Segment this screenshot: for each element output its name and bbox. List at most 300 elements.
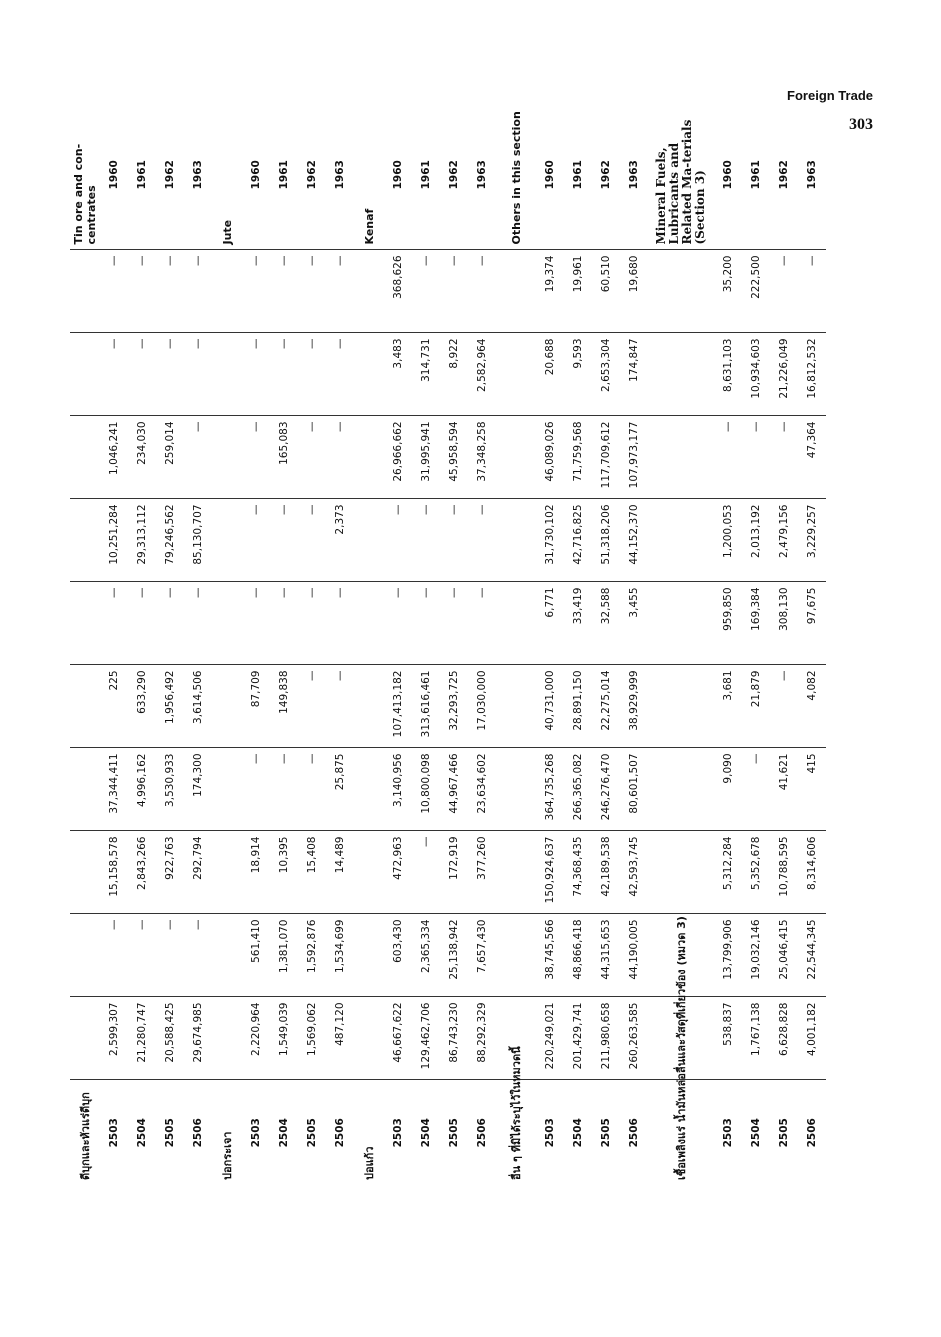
value-cell: — bbox=[242, 416, 270, 499]
value-cell: 2,479,156 bbox=[770, 499, 798, 582]
empty-cell bbox=[496, 665, 536, 748]
value-cell: — bbox=[298, 665, 326, 748]
empty-cell bbox=[354, 997, 384, 1080]
table-row bbox=[742, 100, 770, 1185]
value-cell: — bbox=[128, 250, 156, 333]
value-cell: 19,374 bbox=[536, 250, 564, 333]
section-english-label: Jute bbox=[212, 100, 242, 250]
value-cell: 71,759,568 bbox=[564, 416, 592, 499]
value-cell: 222,500 bbox=[742, 250, 770, 333]
rotated-trade-table bbox=[70, 100, 880, 1185]
value-cell: — bbox=[156, 914, 184, 997]
value-cell: 561,410 bbox=[242, 914, 270, 997]
value-cell: 3,229,257 bbox=[798, 499, 826, 582]
table-row bbox=[468, 100, 496, 1185]
value-cell: — bbox=[298, 582, 326, 665]
table-row bbox=[100, 100, 128, 1185]
value-cell: 472,963 bbox=[384, 831, 412, 914]
value-cell: 8,922 bbox=[440, 333, 468, 416]
year-thai-cell: 2505 bbox=[306, 1118, 318, 1148]
value-cell: 211,980,658 bbox=[592, 997, 620, 1080]
value-cell: — bbox=[242, 250, 270, 333]
value-cell: — bbox=[326, 665, 354, 748]
value-cell: 85,130,707 bbox=[184, 499, 212, 582]
empty-cell bbox=[648, 416, 714, 499]
value-cell: 37,344,411 bbox=[100, 748, 128, 831]
value-cell: — bbox=[156, 582, 184, 665]
empty-cell bbox=[354, 416, 384, 499]
empty-cell bbox=[70, 997, 100, 1080]
year-english-cell: 1963 bbox=[798, 100, 826, 250]
value-cell: 10,395 bbox=[270, 831, 298, 914]
year-english-cell: 1963 bbox=[184, 100, 212, 250]
value-cell: 19,032,146 bbox=[742, 914, 770, 997]
year-english-cell: 1961 bbox=[412, 100, 440, 250]
value-cell: 9,593 bbox=[564, 333, 592, 416]
year-english-cell: 1962 bbox=[440, 100, 468, 250]
empty-cell bbox=[496, 250, 536, 333]
value-cell: 26,966,662 bbox=[384, 416, 412, 499]
value-cell: 15,408 bbox=[298, 831, 326, 914]
table-row bbox=[440, 100, 468, 1185]
table-row bbox=[798, 100, 826, 1185]
value-cell: 42,716,825 bbox=[564, 499, 592, 582]
value-cell: 31,730,102 bbox=[536, 499, 564, 582]
empty-cell bbox=[212, 914, 242, 997]
value-cell: 38,745,566 bbox=[536, 914, 564, 997]
value-cell: 6,628,828 bbox=[770, 997, 798, 1080]
value-cell: — bbox=[100, 914, 128, 997]
table-row bbox=[242, 100, 270, 1185]
year-thai-cell: 2504 bbox=[420, 1118, 432, 1148]
section-english-label: Kenaf bbox=[354, 100, 384, 250]
value-cell: 2,365,334 bbox=[412, 914, 440, 997]
value-cell: 23,634,602 bbox=[468, 748, 496, 831]
value-cell: — bbox=[298, 250, 326, 333]
value-cell: — bbox=[468, 582, 496, 665]
value-cell: 169,384 bbox=[742, 582, 770, 665]
value-cell: 46,667,622 bbox=[384, 997, 412, 1080]
value-cell: 3,140,956 bbox=[384, 748, 412, 831]
empty-cell bbox=[496, 582, 536, 665]
value-cell: 174,847 bbox=[620, 333, 648, 416]
value-cell: — bbox=[440, 250, 468, 333]
year-english-cell: 1960 bbox=[242, 100, 270, 250]
value-cell: 1,381,070 bbox=[270, 914, 298, 997]
table-row bbox=[128, 100, 156, 1185]
value-cell: 37,348,258 bbox=[468, 416, 496, 499]
value-cell: 25,046,415 bbox=[770, 914, 798, 997]
empty-cell bbox=[212, 997, 242, 1080]
value-cell: — bbox=[242, 333, 270, 416]
value-cell: — bbox=[270, 333, 298, 416]
section-label-row bbox=[354, 100, 384, 1185]
value-cell: 377,260 bbox=[468, 831, 496, 914]
value-cell: 2,653,304 bbox=[592, 333, 620, 416]
empty-cell bbox=[648, 748, 714, 831]
year-thai-cell: 2506 bbox=[334, 1118, 346, 1148]
year-thai-cell: 2506 bbox=[806, 1118, 818, 1148]
year-english-cell: 1961 bbox=[564, 100, 592, 250]
table-row bbox=[412, 100, 440, 1185]
value-cell: — bbox=[184, 333, 212, 416]
value-cell: 17,030,000 bbox=[468, 665, 496, 748]
value-cell: — bbox=[128, 582, 156, 665]
year-english-cell: 1960 bbox=[714, 100, 742, 250]
year-thai-cell: 2506 bbox=[476, 1118, 488, 1148]
section-thai-label: เชื้อเพลิงแร่ น้ำมันหล่อลื่นและวัสดุที่เกี่ยวข้อง (หมวด 3) bbox=[675, 916, 688, 1180]
empty-cell bbox=[648, 250, 714, 333]
value-cell: — bbox=[100, 582, 128, 665]
year-english-cell: 1963 bbox=[468, 100, 496, 250]
value-cell: — bbox=[298, 333, 326, 416]
value-cell: 313,616,461 bbox=[412, 665, 440, 748]
year-thai-cell: 2505 bbox=[164, 1118, 176, 1148]
value-cell: 15,158,578 bbox=[100, 831, 128, 914]
empty-cell bbox=[354, 748, 384, 831]
value-cell: 14,489 bbox=[326, 831, 354, 914]
empty-cell bbox=[70, 499, 100, 582]
value-cell: — bbox=[298, 416, 326, 499]
empty-cell bbox=[212, 333, 242, 416]
table-row bbox=[592, 100, 620, 1185]
year-thai-cell: 2506 bbox=[628, 1118, 640, 1148]
value-cell: 260,263,585 bbox=[620, 997, 648, 1080]
empty-cell bbox=[70, 914, 100, 997]
value-cell: 41,621 bbox=[770, 748, 798, 831]
value-cell: — bbox=[184, 582, 212, 665]
value-cell: 487,120 bbox=[326, 997, 354, 1080]
value-cell: 1,534,699 bbox=[326, 914, 354, 997]
value-cell: 6,771 bbox=[536, 582, 564, 665]
value-cell: 33,419 bbox=[564, 582, 592, 665]
empty-cell bbox=[496, 748, 536, 831]
value-cell: — bbox=[242, 748, 270, 831]
value-cell: 86,743,230 bbox=[440, 997, 468, 1080]
value-cell: — bbox=[326, 582, 354, 665]
value-cell: 42,189,538 bbox=[592, 831, 620, 914]
value-cell: 220,249,021 bbox=[536, 997, 564, 1080]
value-cell: 88,292,329 bbox=[468, 997, 496, 1080]
value-cell: 308,130 bbox=[770, 582, 798, 665]
value-cell: 10,800,098 bbox=[412, 748, 440, 831]
empty-cell bbox=[496, 416, 536, 499]
empty-cell bbox=[496, 333, 536, 416]
empty-cell bbox=[212, 416, 242, 499]
section-label-row bbox=[70, 100, 100, 1185]
empty-cell bbox=[212, 665, 242, 748]
year-english-cell: 1962 bbox=[592, 100, 620, 250]
value-cell: 44,315,653 bbox=[592, 914, 620, 997]
table-row bbox=[620, 100, 648, 1185]
value-cell: 18,914 bbox=[242, 831, 270, 914]
value-cell: 266,365,082 bbox=[564, 748, 592, 831]
table-row bbox=[298, 100, 326, 1185]
empty-cell bbox=[496, 914, 536, 997]
value-cell: 364,735,268 bbox=[536, 748, 564, 831]
year-thai-cell: 2503 bbox=[250, 1118, 262, 1148]
value-cell: — bbox=[714, 416, 742, 499]
table-row bbox=[156, 100, 184, 1185]
value-cell: 2,599,307 bbox=[100, 997, 128, 1080]
value-cell: — bbox=[742, 416, 770, 499]
year-english-cell: 1962 bbox=[156, 100, 184, 250]
year-english-cell: 1960 bbox=[384, 100, 412, 250]
table-row bbox=[564, 100, 592, 1185]
value-cell: — bbox=[440, 582, 468, 665]
value-cell: 44,967,466 bbox=[440, 748, 468, 831]
year-thai-cell: 2504 bbox=[572, 1118, 584, 1148]
value-cell: — bbox=[412, 582, 440, 665]
value-cell: 259,014 bbox=[156, 416, 184, 499]
value-cell: — bbox=[412, 250, 440, 333]
value-cell: 25,875 bbox=[326, 748, 354, 831]
empty-cell bbox=[212, 748, 242, 831]
value-cell: 25,138,942 bbox=[440, 914, 468, 997]
year-thai-cell: 2505 bbox=[448, 1118, 460, 1148]
value-cell: 4,001,182 bbox=[798, 997, 826, 1080]
value-cell: — bbox=[242, 499, 270, 582]
value-cell: 415 bbox=[798, 748, 826, 831]
year-english-cell: 1963 bbox=[620, 100, 648, 250]
year-english-cell: 1961 bbox=[128, 100, 156, 250]
value-cell: — bbox=[270, 748, 298, 831]
empty-cell bbox=[648, 582, 714, 665]
empty-cell bbox=[70, 333, 100, 416]
trade-table bbox=[70, 100, 826, 1185]
value-cell: 150,924,637 bbox=[536, 831, 564, 914]
value-cell: — bbox=[412, 499, 440, 582]
value-cell: 2,843,266 bbox=[128, 831, 156, 914]
year-thai-cell: 2505 bbox=[778, 1118, 790, 1148]
value-cell: — bbox=[128, 333, 156, 416]
value-cell: — bbox=[270, 250, 298, 333]
value-cell: 44,152,370 bbox=[620, 499, 648, 582]
value-cell: 8,631,103 bbox=[714, 333, 742, 416]
year-english-cell: 1961 bbox=[742, 100, 770, 250]
section-thai-label: ดีบุกและหัวแร่ดีบุก bbox=[79, 1092, 92, 1180]
value-cell: 246,276,470 bbox=[592, 748, 620, 831]
section-thai-label: ปอแก้ว bbox=[363, 1146, 376, 1180]
value-cell: — bbox=[156, 250, 184, 333]
value-cell: 1,592,876 bbox=[298, 914, 326, 997]
value-cell: 8,314,606 bbox=[798, 831, 826, 914]
value-cell: — bbox=[326, 416, 354, 499]
value-cell: 29,674,985 bbox=[184, 997, 212, 1080]
value-cell: 31,995,941 bbox=[412, 416, 440, 499]
table-row bbox=[384, 100, 412, 1185]
value-cell: 13,799,906 bbox=[714, 914, 742, 997]
value-cell: — bbox=[184, 250, 212, 333]
value-cell: 603,430 bbox=[384, 914, 412, 997]
value-cell: 2,373 bbox=[326, 499, 354, 582]
value-cell: — bbox=[770, 250, 798, 333]
value-cell: 45,958,594 bbox=[440, 416, 468, 499]
value-cell: 368,626 bbox=[384, 250, 412, 333]
value-cell: 46,089,026 bbox=[536, 416, 564, 499]
value-cell: 19,961 bbox=[564, 250, 592, 333]
table-row bbox=[770, 100, 798, 1185]
value-cell: — bbox=[242, 582, 270, 665]
value-cell: 22,275,014 bbox=[592, 665, 620, 748]
empty-cell bbox=[496, 499, 536, 582]
value-cell: 38,929,999 bbox=[620, 665, 648, 748]
value-cell: — bbox=[440, 499, 468, 582]
value-cell: 3,530,933 bbox=[156, 748, 184, 831]
year-thai-cell: 2504 bbox=[750, 1118, 762, 1148]
year-thai-cell: 2503 bbox=[392, 1118, 404, 1148]
year-thai-cell: 2504 bbox=[278, 1118, 290, 1148]
value-cell: — bbox=[798, 250, 826, 333]
value-cell: 5,312,284 bbox=[714, 831, 742, 914]
value-cell: — bbox=[770, 416, 798, 499]
table-row bbox=[714, 100, 742, 1185]
year-english-cell: 1960 bbox=[100, 100, 128, 250]
empty-cell bbox=[354, 914, 384, 997]
value-cell: 165,083 bbox=[270, 416, 298, 499]
value-cell: 7,657,430 bbox=[468, 914, 496, 997]
value-cell: 3,614,506 bbox=[184, 665, 212, 748]
table-row bbox=[270, 100, 298, 1185]
value-cell: 1,569,062 bbox=[298, 997, 326, 1080]
empty-cell bbox=[496, 831, 536, 914]
value-cell: 40,731,000 bbox=[536, 665, 564, 748]
value-cell: — bbox=[326, 333, 354, 416]
value-cell: — bbox=[468, 499, 496, 582]
empty-cell bbox=[212, 582, 242, 665]
section-thai-label: ปอกระเจา bbox=[221, 1131, 234, 1180]
value-cell: 80,601,507 bbox=[620, 748, 648, 831]
value-cell: — bbox=[742, 748, 770, 831]
value-cell: 3,681 bbox=[714, 665, 742, 748]
section-english-label: Mineral Fuels, Lubricants and Related Ma-terials (Section 3) bbox=[648, 100, 714, 250]
empty-cell bbox=[212, 250, 242, 333]
value-cell: 107,973,177 bbox=[620, 416, 648, 499]
value-cell: 60,510 bbox=[592, 250, 620, 333]
value-cell: 22,544,345 bbox=[798, 914, 826, 997]
empty-cell bbox=[354, 582, 384, 665]
value-cell: 4,996,162 bbox=[128, 748, 156, 831]
year-english-cell: 1962 bbox=[770, 100, 798, 250]
year-thai-cell: 2503 bbox=[544, 1118, 556, 1148]
empty-cell bbox=[354, 831, 384, 914]
value-cell: 21,280,747 bbox=[128, 997, 156, 1080]
value-cell: 129,462,706 bbox=[412, 997, 440, 1080]
value-cell: — bbox=[100, 333, 128, 416]
value-cell: — bbox=[326, 250, 354, 333]
value-cell: — bbox=[384, 499, 412, 582]
value-cell: 1,046,241 bbox=[100, 416, 128, 499]
value-cell: 2,220,964 bbox=[242, 997, 270, 1080]
value-cell: 28,891,150 bbox=[564, 665, 592, 748]
value-cell: — bbox=[184, 914, 212, 997]
empty-cell bbox=[648, 333, 714, 416]
empty-cell bbox=[648, 665, 714, 748]
value-cell: 292,794 bbox=[184, 831, 212, 914]
value-cell: 35,200 bbox=[714, 250, 742, 333]
value-cell: 48,866,418 bbox=[564, 914, 592, 997]
value-cell: — bbox=[384, 582, 412, 665]
table-body bbox=[70, 100, 826, 1185]
year-english-cell: 1960 bbox=[536, 100, 564, 250]
value-cell: 4,082 bbox=[798, 665, 826, 748]
value-cell: 16,812,532 bbox=[798, 333, 826, 416]
empty-cell bbox=[648, 831, 714, 914]
value-cell: 959,850 bbox=[714, 582, 742, 665]
empty-cell bbox=[70, 831, 100, 914]
year-english-cell: 1963 bbox=[326, 100, 354, 250]
table-row bbox=[184, 100, 212, 1185]
year-english-cell: 1961 bbox=[270, 100, 298, 250]
value-cell: — bbox=[468, 250, 496, 333]
value-cell: 117,709,612 bbox=[592, 416, 620, 499]
table-row bbox=[326, 100, 354, 1185]
empty-cell bbox=[70, 748, 100, 831]
empty-cell bbox=[212, 499, 242, 582]
value-cell: 174,300 bbox=[184, 748, 212, 831]
year-thai-cell: 2506 bbox=[192, 1118, 204, 1148]
empty-cell bbox=[354, 499, 384, 582]
value-cell: 1,549,039 bbox=[270, 997, 298, 1080]
value-cell: 87,709 bbox=[242, 665, 270, 748]
value-cell: 201,429,741 bbox=[564, 997, 592, 1080]
value-cell: — bbox=[156, 333, 184, 416]
value-cell: 1,956,492 bbox=[156, 665, 184, 748]
section-english-label: Tin ore and con-centrates bbox=[70, 100, 100, 250]
value-cell: 79,246,562 bbox=[156, 499, 184, 582]
value-cell: — bbox=[128, 914, 156, 997]
empty-cell bbox=[70, 250, 100, 333]
value-cell: 3,455 bbox=[620, 582, 648, 665]
empty-cell bbox=[212, 831, 242, 914]
value-cell: — bbox=[298, 499, 326, 582]
section-english-label: Others in this section bbox=[496, 100, 536, 250]
page-number: 303 bbox=[849, 116, 873, 133]
year-english-cell: 1962 bbox=[298, 100, 326, 250]
section-label-row bbox=[212, 100, 242, 1185]
section-label-row bbox=[648, 100, 714, 1185]
value-cell: — bbox=[270, 499, 298, 582]
empty-cell bbox=[70, 582, 100, 665]
value-cell: 1,767,138 bbox=[742, 997, 770, 1080]
value-cell: 21,879 bbox=[742, 665, 770, 748]
value-cell: — bbox=[298, 748, 326, 831]
value-cell: 234,030 bbox=[128, 416, 156, 499]
value-cell: 32,293,725 bbox=[440, 665, 468, 748]
value-cell: 314,731 bbox=[412, 333, 440, 416]
value-cell: 538,837 bbox=[714, 997, 742, 1080]
section-label-row bbox=[496, 100, 536, 1185]
year-thai-cell: 2503 bbox=[722, 1118, 734, 1148]
empty-cell bbox=[70, 665, 100, 748]
year-thai-cell: 2505 bbox=[600, 1118, 612, 1148]
page-header-title: Foreign Trade bbox=[787, 88, 873, 103]
value-cell: — bbox=[270, 582, 298, 665]
value-cell: 42,593,745 bbox=[620, 831, 648, 914]
value-cell: 5,352,678 bbox=[742, 831, 770, 914]
value-cell: 74,368,435 bbox=[564, 831, 592, 914]
value-cell: 10,934,603 bbox=[742, 333, 770, 416]
value-cell: — bbox=[412, 831, 440, 914]
value-cell: 149,838 bbox=[270, 665, 298, 748]
value-cell: 51,318,206 bbox=[592, 499, 620, 582]
value-cell: 97,675 bbox=[798, 582, 826, 665]
value-cell: 20,688 bbox=[536, 333, 564, 416]
table-row bbox=[536, 100, 564, 1185]
empty-cell bbox=[354, 665, 384, 748]
empty-cell bbox=[354, 250, 384, 333]
year-thai-cell: 2503 bbox=[108, 1118, 120, 1148]
